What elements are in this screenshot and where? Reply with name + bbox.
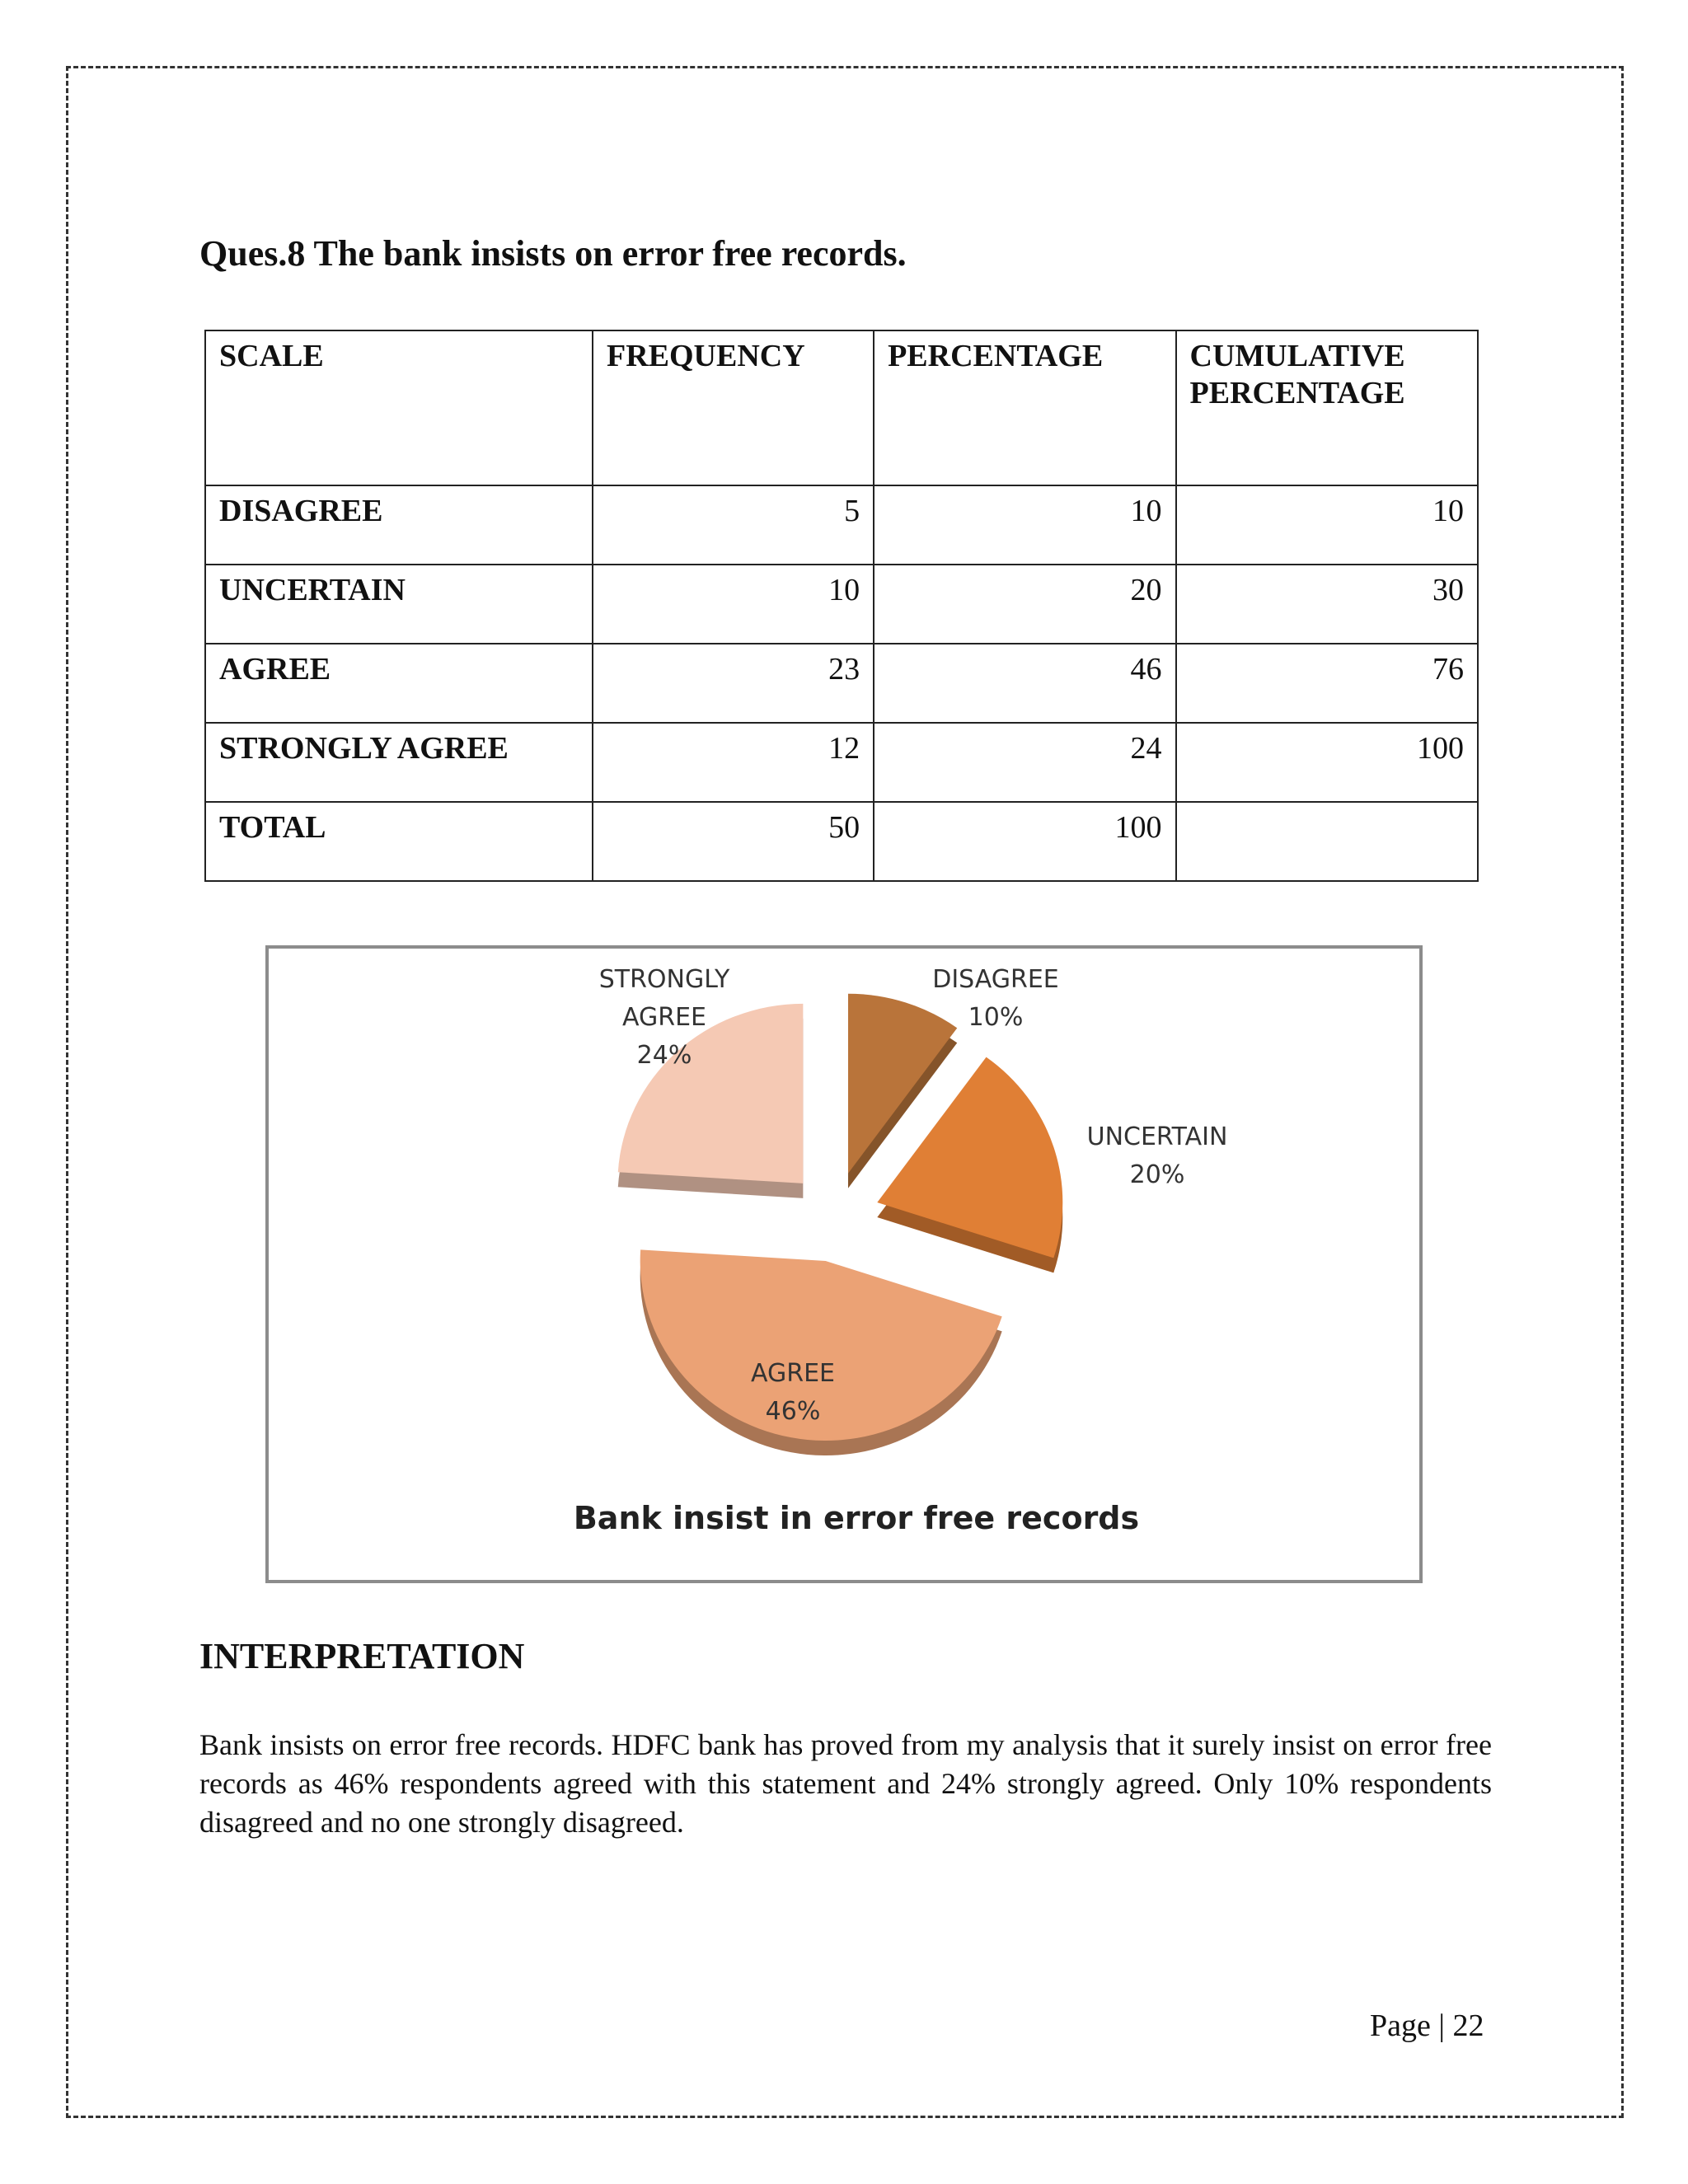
header-scale-text: SCALE bbox=[219, 339, 324, 373]
row-percentage: 10 bbox=[874, 485, 1175, 565]
table-row-total bbox=[205, 802, 1478, 881]
survey-table bbox=[204, 330, 1479, 882]
pie-label-uncertain bbox=[1087, 1122, 1228, 1189]
header-cumulative-percentage bbox=[1176, 330, 1478, 485]
pie-label-line: AGREE bbox=[622, 1003, 706, 1032]
row-cumulative bbox=[1176, 802, 1478, 881]
row-cumulative: 30 bbox=[1176, 565, 1478, 644]
interpretation-text: Bank insists on error free records. HDFC bank has proved from my analysis that it surely insist on error free records as 46% respondents agreed with this statement and 24% strongly agreed. Only 10% respondents disagreed and no one strongly disagreed. bbox=[199, 1728, 1492, 1839]
pie-label-line: STRONGLY bbox=[598, 965, 730, 994]
header-frequency bbox=[593, 330, 874, 485]
pie-chart bbox=[269, 949, 1419, 1580]
row-cumulative: 100 bbox=[1176, 723, 1478, 802]
table-row bbox=[205, 485, 1478, 565]
table-header-row bbox=[205, 330, 1478, 485]
page-number: Page | 22 bbox=[1370, 2008, 1484, 2043]
row-scale: STRONGLY AGREE bbox=[205, 723, 593, 802]
row-frequency: 12 bbox=[593, 723, 874, 802]
pie-slice-agree bbox=[640, 1249, 1002, 1441]
row-frequency: 10 bbox=[593, 565, 874, 644]
row-scale: AGREE bbox=[205, 644, 593, 723]
pie-label-line: DISAGREE bbox=[932, 965, 1059, 994]
row-percentage: 100 bbox=[874, 802, 1175, 881]
pie-chart-frame bbox=[265, 945, 1423, 1583]
pie-label-line: 24% bbox=[636, 1041, 692, 1070]
interpretation-heading: INTERPRETATION bbox=[199, 1636, 525, 1676]
table-row bbox=[205, 565, 1478, 644]
header-scale bbox=[205, 330, 593, 485]
pie-chart-title: Bank insist in error free records bbox=[573, 1500, 1140, 1536]
header-percentage bbox=[874, 330, 1175, 485]
row-scale: TOTAL bbox=[205, 802, 593, 881]
pie-label-line: AGREE bbox=[751, 1359, 835, 1388]
header-cumulative-line1: CUMULATIVE bbox=[1189, 339, 1405, 373]
header-frequency-text: FREQUENCY bbox=[607, 339, 805, 373]
row-percentage: 24 bbox=[874, 723, 1175, 802]
row-percentage: 46 bbox=[874, 644, 1175, 723]
table-row bbox=[205, 644, 1478, 723]
row-frequency: 5 bbox=[593, 485, 874, 565]
question-title: Ques.8 The bank insists on error free records. bbox=[199, 233, 907, 274]
row-frequency: 23 bbox=[593, 644, 874, 723]
pie-label-line: 46% bbox=[765, 1397, 821, 1426]
pie-label-line: UNCERTAIN bbox=[1086, 1122, 1228, 1151]
row-cumulative: 10 bbox=[1176, 485, 1478, 565]
pie-label-line: 10% bbox=[968, 1003, 1024, 1032]
row-frequency: 50 bbox=[593, 802, 874, 881]
row-scale: UNCERTAIN bbox=[205, 565, 593, 644]
header-cumulative-line2: PERCENTAGE bbox=[1189, 376, 1405, 410]
row-percentage: 20 bbox=[874, 565, 1175, 644]
row-scale: DISAGREE bbox=[205, 485, 593, 565]
table-row bbox=[205, 723, 1478, 802]
pie-label-disagree bbox=[932, 965, 1059, 1032]
pie-label-line: 20% bbox=[1129, 1160, 1185, 1189]
row-cumulative: 76 bbox=[1176, 644, 1478, 723]
header-percentage-text: PERCENTAGE bbox=[888, 339, 1104, 373]
